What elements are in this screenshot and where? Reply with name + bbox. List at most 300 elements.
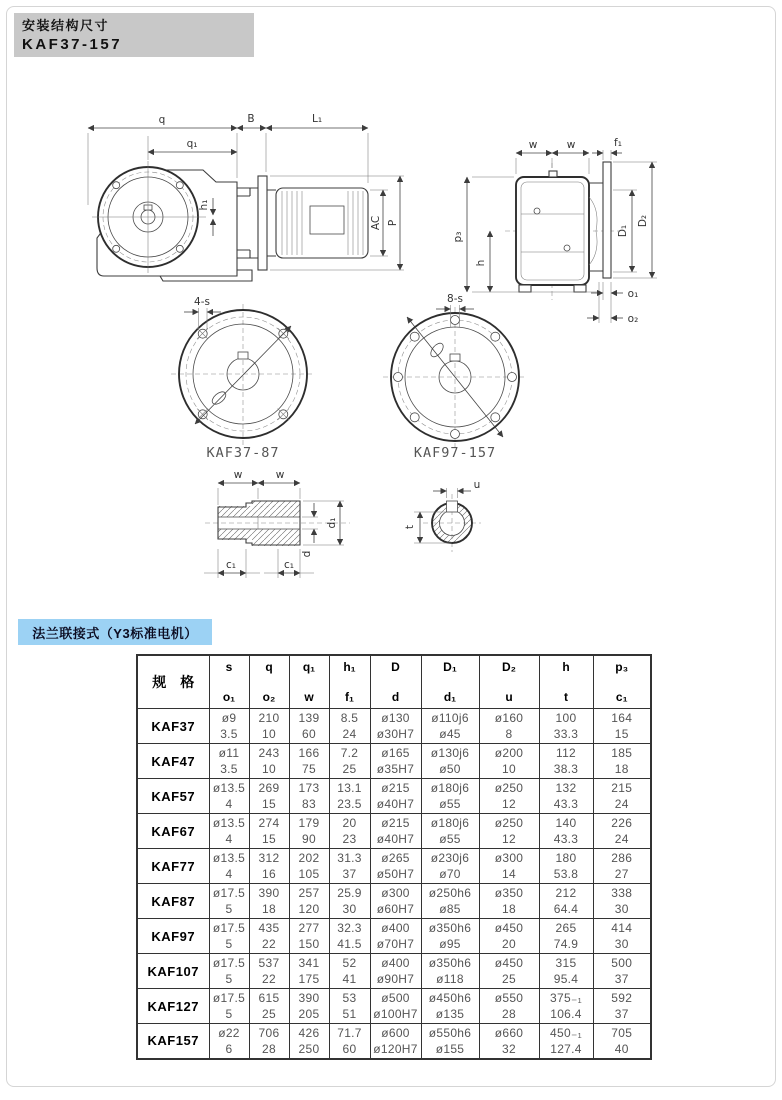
value-bottom: 22: [262, 972, 276, 986]
value-bottom: 18: [262, 902, 276, 916]
value-top: 414: [611, 921, 633, 935]
value-bottom: 8: [505, 727, 513, 741]
value-bottom: 205: [298, 1007, 320, 1021]
value-bottom: 3.5: [220, 762, 238, 776]
value-top: ø500: [381, 991, 410, 1005]
value-bottom: ø70H7: [376, 937, 415, 951]
table-cell: [249, 849, 289, 884]
value-bottom: 150: [298, 937, 320, 951]
column-header-8: [539, 655, 593, 709]
value-top: 71.7: [337, 1025, 362, 1040]
value-top: 139: [298, 711, 320, 725]
column-header-top: D: [391, 660, 400, 674]
value-top: 8.5: [340, 711, 359, 725]
value-bottom: ø55: [439, 797, 461, 811]
value-top: 426: [298, 1025, 320, 1040]
value-bottom: 4: [225, 797, 233, 811]
value-top: 269: [258, 781, 280, 795]
value-top: 25.9: [337, 886, 362, 900]
value-top: ø22: [218, 1025, 240, 1040]
table-cell: [370, 814, 421, 849]
table-cell: [209, 989, 249, 1024]
dim-label-q1: q₁: [186, 138, 198, 150]
table-cell: [209, 849, 249, 884]
value-top: ø13.5: [212, 816, 246, 830]
table-row: [137, 709, 651, 744]
column-header-bottom: d: [391, 690, 400, 704]
table-cell: [479, 849, 539, 884]
value-bottom: ø135: [435, 1007, 465, 1021]
table-cell: [249, 709, 289, 744]
model-label: KAF87: [137, 884, 209, 919]
value-top: 450₋₁: [550, 1025, 582, 1040]
table-cell: [593, 814, 651, 849]
value-bottom: 24: [342, 727, 357, 741]
value-top: 52: [342, 956, 357, 970]
dim-label-AC: AC: [370, 215, 382, 231]
table-cell: [479, 814, 539, 849]
column-header-5: [370, 655, 421, 709]
table-cell: [370, 884, 421, 919]
value-bottom: ø50H7: [376, 867, 415, 881]
value-bottom: ø90H7: [376, 972, 415, 986]
value-bottom: 38.3: [553, 762, 579, 776]
value-bottom: 25: [262, 1007, 276, 1021]
column-header-bottom: w: [304, 690, 314, 704]
value-top: ø110j6: [431, 711, 469, 725]
spec-table-head: [137, 655, 651, 709]
dim-label-L1: L₁: [311, 113, 323, 125]
value-top: ø600: [381, 1025, 410, 1040]
hollow-shaft-drawing: [204, 469, 350, 578]
column-header-top: D₂: [502, 660, 516, 674]
dim-label-D1: D₁: [617, 224, 629, 238]
value-top: 257: [298, 886, 320, 900]
value-top: ø300: [381, 886, 410, 900]
value-top: 179: [298, 816, 320, 830]
table-cell: [329, 744, 370, 779]
model-label: KAF127: [137, 989, 209, 1024]
dim-label-u: u: [473, 479, 481, 491]
table-cell: [539, 849, 593, 884]
value-top: ø250h6: [428, 886, 472, 900]
column-header-bottom: d₁: [443, 690, 457, 704]
table-cell: [329, 779, 370, 814]
value-bottom: 75: [302, 762, 316, 776]
table-cell: [539, 779, 593, 814]
column-header-top: s: [225, 660, 233, 674]
value-bottom: 175: [298, 972, 320, 986]
value-top: ø13.5: [212, 781, 246, 795]
dim-label-shaft-w1: w: [233, 469, 243, 481]
table-cell: [593, 919, 651, 954]
value-top: ø450: [494, 921, 524, 935]
value-bottom: 25: [342, 762, 357, 776]
value-bottom: ø100H7: [373, 1007, 418, 1021]
table-cell: [479, 709, 539, 744]
table-cell: [370, 744, 421, 779]
table-cell: [479, 919, 539, 954]
value-bottom: 15: [262, 832, 276, 846]
value-top: ø300: [494, 851, 524, 865]
table-row: [137, 814, 651, 849]
table-cell: [370, 954, 421, 989]
table-cell: [249, 919, 289, 954]
flange-4s-drawing: [171, 296, 315, 461]
value-bottom: 41: [342, 972, 357, 986]
value-top: ø400: [381, 956, 410, 970]
value-top: ø230j6: [430, 851, 470, 865]
flange-8s-drawing: [383, 293, 527, 461]
dim-label-o1: o₁: [627, 288, 639, 300]
table-cell: [479, 989, 539, 1024]
value-top: 31.3: [337, 851, 362, 865]
value-bottom: 24: [614, 832, 629, 846]
table-cell: [289, 849, 329, 884]
value-bottom: 15: [614, 727, 629, 741]
table-cell: [593, 779, 651, 814]
table-row: [137, 989, 651, 1024]
value-top: ø350h6: [428, 921, 472, 935]
table-cell: [289, 814, 329, 849]
model-label: KAF157: [137, 1024, 209, 1059]
table-cell: [249, 814, 289, 849]
column-header-bottom: c₁: [615, 690, 628, 704]
value-top: 274: [258, 816, 280, 830]
page-subtitle-model-range: KAF37-157: [22, 36, 123, 53]
table-cell: [329, 849, 370, 884]
value-bottom: 3.5: [220, 727, 238, 741]
value-top: 390: [298, 991, 320, 1005]
value-top: 312: [258, 851, 280, 865]
table-cell: [289, 884, 329, 919]
page-title-box: [14, 13, 254, 57]
value-bottom: 43.3: [553, 797, 579, 811]
value-top: ø9: [221, 711, 237, 725]
bolt-count-label-4s: 4-s: [194, 296, 210, 308]
value-top: 164: [611, 711, 633, 725]
value-top: 180: [555, 851, 577, 865]
table-cell: [370, 709, 421, 744]
table-cell: [289, 919, 329, 954]
section-label-flange-type: 法兰联接式（Y3标准电机）: [18, 619, 212, 645]
table-cell: [249, 954, 289, 989]
value-top: ø165: [381, 746, 410, 760]
table-cell: [209, 1024, 249, 1059]
value-bottom: 106.4: [550, 1007, 582, 1021]
table-cell: [289, 779, 329, 814]
dim-label-D2: D₂: [637, 214, 649, 228]
value-top: ø550: [494, 991, 524, 1005]
value-top: 375₋₁: [550, 991, 582, 1005]
value-top: 277: [298, 921, 320, 935]
value-top: ø265: [381, 851, 410, 865]
value-top: 212: [555, 886, 577, 900]
value-top: 265: [555, 921, 577, 935]
value-bottom: 83: [302, 797, 316, 811]
value-bottom: 5: [225, 972, 233, 986]
table-cell: [370, 849, 421, 884]
value-bottom: 15: [262, 797, 276, 811]
table-cell: [249, 744, 289, 779]
value-bottom: 53.8: [553, 867, 579, 881]
value-bottom: 74.9: [553, 937, 579, 951]
value-bottom: 120: [298, 902, 320, 916]
value-bottom: 27: [614, 867, 629, 881]
value-bottom: 30: [614, 902, 629, 916]
value-top: 173: [298, 781, 320, 795]
value-bottom: ø120H7: [373, 1041, 418, 1056]
value-top: 592: [611, 991, 633, 1005]
value-bottom: 32: [502, 1041, 516, 1056]
value-bottom: 14: [502, 867, 516, 881]
table-cell: [329, 1024, 370, 1059]
column-header-top: q₁: [302, 660, 316, 674]
table-row: [137, 919, 651, 954]
table-cell: [539, 989, 593, 1024]
dim-label-B: B: [247, 113, 255, 125]
value-top: 705: [611, 1025, 633, 1040]
table-cell: [249, 884, 289, 919]
model-label: KAF107: [137, 954, 209, 989]
table-cell: [209, 919, 249, 954]
table-cell: [289, 744, 329, 779]
table-cell: [329, 709, 370, 744]
value-top: ø17.5: [212, 956, 246, 970]
table-row: [137, 954, 651, 989]
value-bottom: 90: [302, 832, 316, 846]
column-header-bottom: t: [564, 690, 568, 704]
value-bottom: 37: [614, 1007, 629, 1021]
page-title: 安装结构尺寸: [22, 18, 110, 33]
value-top: 435: [258, 921, 280, 935]
value-top: ø215: [381, 781, 410, 795]
spec-table: [136, 654, 652, 1060]
value-bottom: 6: [225, 1041, 233, 1056]
value-bottom: 105: [298, 867, 320, 881]
column-header-bottom: o₂: [262, 690, 276, 704]
table-cell: [209, 709, 249, 744]
table-cell: [209, 954, 249, 989]
dim-label-P: P: [387, 219, 399, 227]
value-bottom: ø40H7: [376, 832, 415, 846]
value-bottom: 41.5: [337, 937, 362, 951]
dim-label-f1: f₁: [614, 137, 622, 149]
table-cell: [421, 744, 479, 779]
value-bottom: ø55: [439, 832, 461, 846]
dim-label-c1-right: c₁: [284, 559, 294, 571]
table-cell: [329, 919, 370, 954]
value-top: ø350: [494, 886, 524, 900]
table-cell: [209, 814, 249, 849]
table-cell: [249, 1024, 289, 1059]
table-row: [137, 1024, 651, 1059]
value-top: ø13.5: [212, 851, 246, 865]
value-top: ø215: [381, 816, 410, 830]
value-top: 500: [611, 956, 633, 970]
value-bottom: 12: [502, 797, 516, 811]
table-cell: [329, 954, 370, 989]
column-header-7: [479, 655, 539, 709]
value-top: 166: [298, 746, 320, 760]
table-cell: [421, 709, 479, 744]
table-cell: [289, 954, 329, 989]
table-row: [137, 744, 651, 779]
value-top: ø160: [494, 711, 524, 725]
value-bottom: ø60H7: [376, 902, 415, 916]
value-top: ø130j6: [430, 746, 470, 760]
dim-label-c1-left: c₁: [226, 559, 236, 571]
value-bottom: 4: [225, 832, 233, 846]
value-bottom: 37: [614, 972, 629, 986]
value-top: 215: [611, 781, 633, 795]
table-cell: [370, 779, 421, 814]
value-top: 13.1: [337, 781, 362, 795]
table-cell: [370, 989, 421, 1024]
value-bottom: 28: [262, 1041, 276, 1056]
value-bottom: 33.3: [553, 727, 579, 741]
value-top: ø180j6: [430, 816, 470, 830]
table-cell: [329, 814, 370, 849]
value-top: ø400: [381, 921, 410, 935]
value-top: 202: [298, 851, 320, 865]
value-bottom: ø35H7: [376, 762, 415, 776]
value-top: 32.3: [337, 921, 362, 935]
model-label: KAF97: [137, 919, 209, 954]
dim-label-t: t: [404, 524, 416, 530]
side-view-drawing: [88, 113, 404, 281]
table-cell: [289, 1024, 329, 1059]
column-header-3: [289, 655, 329, 709]
table-cell: [249, 989, 289, 1024]
value-top: ø450: [494, 956, 524, 970]
value-bottom: 23.5: [337, 797, 362, 811]
dim-label-h1: h₁: [198, 199, 210, 211]
model-label: KAF57: [137, 779, 209, 814]
value-top: ø11: [218, 746, 240, 760]
value-bottom: 23: [342, 832, 357, 846]
value-bottom: 5: [225, 937, 233, 951]
column-header-4: [329, 655, 370, 709]
value-top: ø250: [494, 781, 524, 795]
value-top: 140: [555, 816, 577, 830]
table-cell: [289, 709, 329, 744]
table-cell: [479, 779, 539, 814]
value-bottom: 12: [502, 832, 516, 846]
value-bottom: 30: [614, 937, 629, 951]
table-cell: [421, 954, 479, 989]
table-cell: [539, 919, 593, 954]
column-header-bottom: u: [505, 690, 513, 704]
table-cell: [593, 709, 651, 744]
flange-caption-kaf37-87: KAF37-87: [206, 445, 280, 461]
value-top: ø660: [494, 1025, 524, 1040]
value-top: 706: [258, 1025, 280, 1040]
dim-label-o2: o₂: [627, 313, 639, 325]
dim-label-shaft-d1: d₁: [326, 517, 338, 529]
table-cell: [421, 779, 479, 814]
table-cell: [593, 989, 651, 1024]
value-bottom: 20: [502, 937, 516, 951]
table-cell: [289, 989, 329, 1024]
value-top: 537: [258, 956, 280, 970]
table-cell: [593, 1024, 651, 1059]
value-top: ø180j6: [430, 781, 470, 795]
table-cell: [421, 919, 479, 954]
value-bottom: 28: [502, 1007, 516, 1021]
column-header-bottom: f₁: [345, 690, 354, 704]
spec-table-body: [137, 709, 651, 1059]
value-bottom: ø95: [439, 937, 461, 951]
column-header-bottom: o₁: [222, 690, 236, 704]
dim-label-w1: w: [528, 139, 538, 151]
spec-header: 规 格: [137, 655, 209, 709]
value-bottom: ø30H7: [376, 727, 415, 741]
table-header-row: [137, 655, 651, 709]
value-bottom: 4: [225, 867, 233, 881]
value-top: 210: [258, 711, 280, 725]
value-bottom: 64.4: [553, 902, 579, 916]
value-top: 7.2: [340, 746, 359, 760]
table-cell: [209, 884, 249, 919]
column-header-top: D₁: [443, 660, 457, 674]
table-cell: [421, 1024, 479, 1059]
column-header-top: p₃: [615, 660, 629, 674]
value-bottom: 25: [502, 972, 516, 986]
value-bottom: 51: [342, 1007, 357, 1021]
value-bottom: 60: [342, 1041, 357, 1056]
table-cell: [329, 884, 370, 919]
model-label: KAF67: [137, 814, 209, 849]
value-top: ø550h6: [428, 1025, 472, 1040]
value-bottom: 24: [614, 797, 629, 811]
value-top: 315: [555, 956, 577, 970]
column-header-top: h₁: [343, 660, 356, 674]
value-top: 390: [258, 886, 280, 900]
flange-caption-kaf97-157: KAF97-157: [413, 445, 497, 461]
dim-label-shaft-w2: w: [275, 469, 285, 481]
table-cell: [593, 884, 651, 919]
table-cell: [479, 954, 539, 989]
table-cell: [421, 884, 479, 919]
value-bottom: 30: [342, 902, 357, 916]
value-bottom: 5: [225, 902, 233, 916]
table-cell: [539, 954, 593, 989]
table-cell: [421, 989, 479, 1024]
value-top: 286: [611, 851, 633, 865]
dim-label-h: h: [475, 259, 487, 267]
table-cell: [479, 744, 539, 779]
table-cell: [539, 884, 593, 919]
value-top: ø17.5: [212, 886, 246, 900]
value-bottom: 95.4: [553, 972, 579, 986]
column-header-2: [249, 655, 289, 709]
column-header-9: [593, 655, 651, 709]
value-top: 615: [258, 991, 280, 1005]
value-top: 132: [555, 781, 577, 795]
value-bottom: 43.3: [553, 832, 579, 846]
value-top: 53: [342, 991, 357, 1005]
value-top: ø450h6: [428, 991, 472, 1005]
table-cell: [539, 744, 593, 779]
value-bottom: ø40H7: [376, 797, 415, 811]
value-bottom: 18: [614, 762, 629, 776]
table-cell: [479, 884, 539, 919]
value-bottom: 22: [262, 937, 276, 951]
value-top: 185: [611, 746, 633, 760]
value-top: 338: [611, 886, 633, 900]
table-cell: [209, 779, 249, 814]
